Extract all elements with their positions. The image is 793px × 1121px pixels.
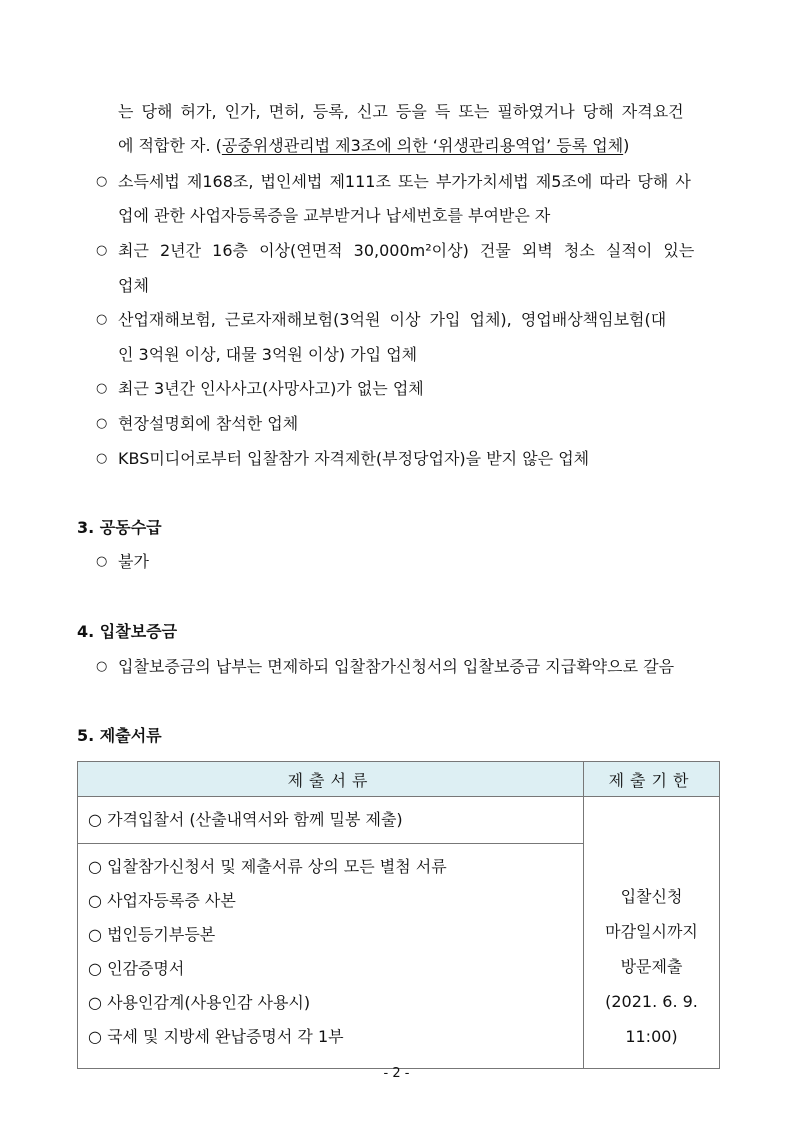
bullet-icon: ○ xyxy=(96,659,108,674)
col-header-deadline: 제출기한 xyxy=(584,762,720,797)
list-item xyxy=(78,884,583,918)
item-label: 법인등기부등본 xyxy=(107,925,216,944)
list-item xyxy=(78,952,583,986)
requirement-3-line-2: 인 3억원 이상, 대물 3억원 이상) 가입 업체 xyxy=(118,345,418,364)
continuation-prefix: 에 적합한 자. ( xyxy=(118,136,222,155)
list-item xyxy=(78,1020,583,1054)
deadline-line: 방문제출 xyxy=(620,957,683,976)
bullet-icon: ○ xyxy=(96,554,108,569)
list-item xyxy=(78,850,583,884)
item-label: 사용인감계(사용인감 사용시) xyxy=(107,993,311,1012)
item-circle-icon: ○ xyxy=(88,959,102,978)
continuation-line-1: 는 당해 허가, 인가, 면허, 등록, 신고 등을 득 또는 필하였거나 당해 자격요건 xyxy=(118,102,684,121)
item-circle-icon: ○ xyxy=(88,993,102,1012)
bullet-icon: ○ xyxy=(96,243,108,258)
section-4-item: 입찰보증금의 납부는 면제하되 입찰참가신청서의 입찰보증금 지급확약으로 갈음 xyxy=(118,657,675,676)
col-header-documents: 제출서류 xyxy=(78,762,584,797)
requirement-5: 현장설명회에 참석한 업체 xyxy=(118,414,299,433)
deadline-cell xyxy=(584,797,720,1069)
item-label: 국세 및 지방세 완납증명서 각 1부 xyxy=(107,1027,344,1046)
requirement-6: KBS미디어로부터 입찰참가 자격제한(부정당업자)을 받지 않은 업체 xyxy=(118,449,590,468)
item-circle-icon: ○ xyxy=(88,857,102,876)
requirement-4: 최근 3년간 인사사고(사망사고)가 없는 업체 xyxy=(118,379,424,398)
deadline-line: 11:00) xyxy=(625,1027,678,1046)
section-3-title: 3. 공동수급 xyxy=(77,518,162,537)
list-item xyxy=(78,918,583,952)
price-bid-item xyxy=(78,803,583,837)
deadline-line: 입찰신청 xyxy=(620,887,683,906)
requirement-1-line-1: 소득세법 제168조, 법인세법 제111조 또는 부가가치세법 제5조에 따라 당해 사 xyxy=(118,172,691,191)
continuation-suffix: ) xyxy=(623,136,630,155)
table-row xyxy=(78,797,720,844)
requirement-3-line-1: 산업재해보험, 근로자재해보험(3억원 이상 가입 업체), 영업배상책임보험(대 xyxy=(118,310,667,329)
bullet-icon: ○ xyxy=(96,312,108,327)
item-label: 인감증명서 xyxy=(107,959,185,978)
section-4-title: 4. 입찰보증금 xyxy=(77,622,178,641)
item-circle-icon: ○ xyxy=(88,810,102,829)
item-circle-icon: ○ xyxy=(88,925,102,944)
item-label: 사업자등록증 사본 xyxy=(107,891,236,910)
section-5-title: 5. 제출서류 xyxy=(77,726,162,745)
item-label: 가격입찰서 (산출내역서와 함께 밀봉 제출) xyxy=(107,810,403,829)
section-3-item: 불가 xyxy=(118,552,149,571)
requirement-2-line-1: 최근 2년간 16층 이상(연면적 30,000m²이상) 건물 외벽 청소 실적이 있는 xyxy=(118,241,695,260)
bullet-icon: ○ xyxy=(96,174,108,189)
requirement-1-line-2: 업에 관한 사업자등록증을 교부받거나 납세번호를 부여받은 자 xyxy=(118,206,551,225)
deadline-line: 마감일시까지 xyxy=(605,922,698,941)
bullet-icon: ○ xyxy=(96,416,108,431)
item-circle-icon: ○ xyxy=(88,891,102,910)
item-circle-icon: ○ xyxy=(88,1027,102,1046)
page-number: - 2 - xyxy=(383,1066,410,1081)
bullet-icon: ○ xyxy=(96,451,108,466)
requirement-2-line-2: 업체 xyxy=(118,276,149,295)
submission-table xyxy=(77,761,720,1069)
list-item xyxy=(78,986,583,1020)
deadline-line: (2021. 6. 9. xyxy=(605,992,698,1011)
table-header-row xyxy=(78,762,720,797)
bullet-icon: ○ xyxy=(96,381,108,396)
item-label: 입찰참가신청서 및 제출서류 상의 모든 별첨 서류 xyxy=(107,857,447,876)
continuation-underlined: 공중위생관리법 제3조에 의한 ‘위생관리용역업’ 등록 업체 xyxy=(221,136,624,155)
continuation-line-2 xyxy=(118,135,629,157)
